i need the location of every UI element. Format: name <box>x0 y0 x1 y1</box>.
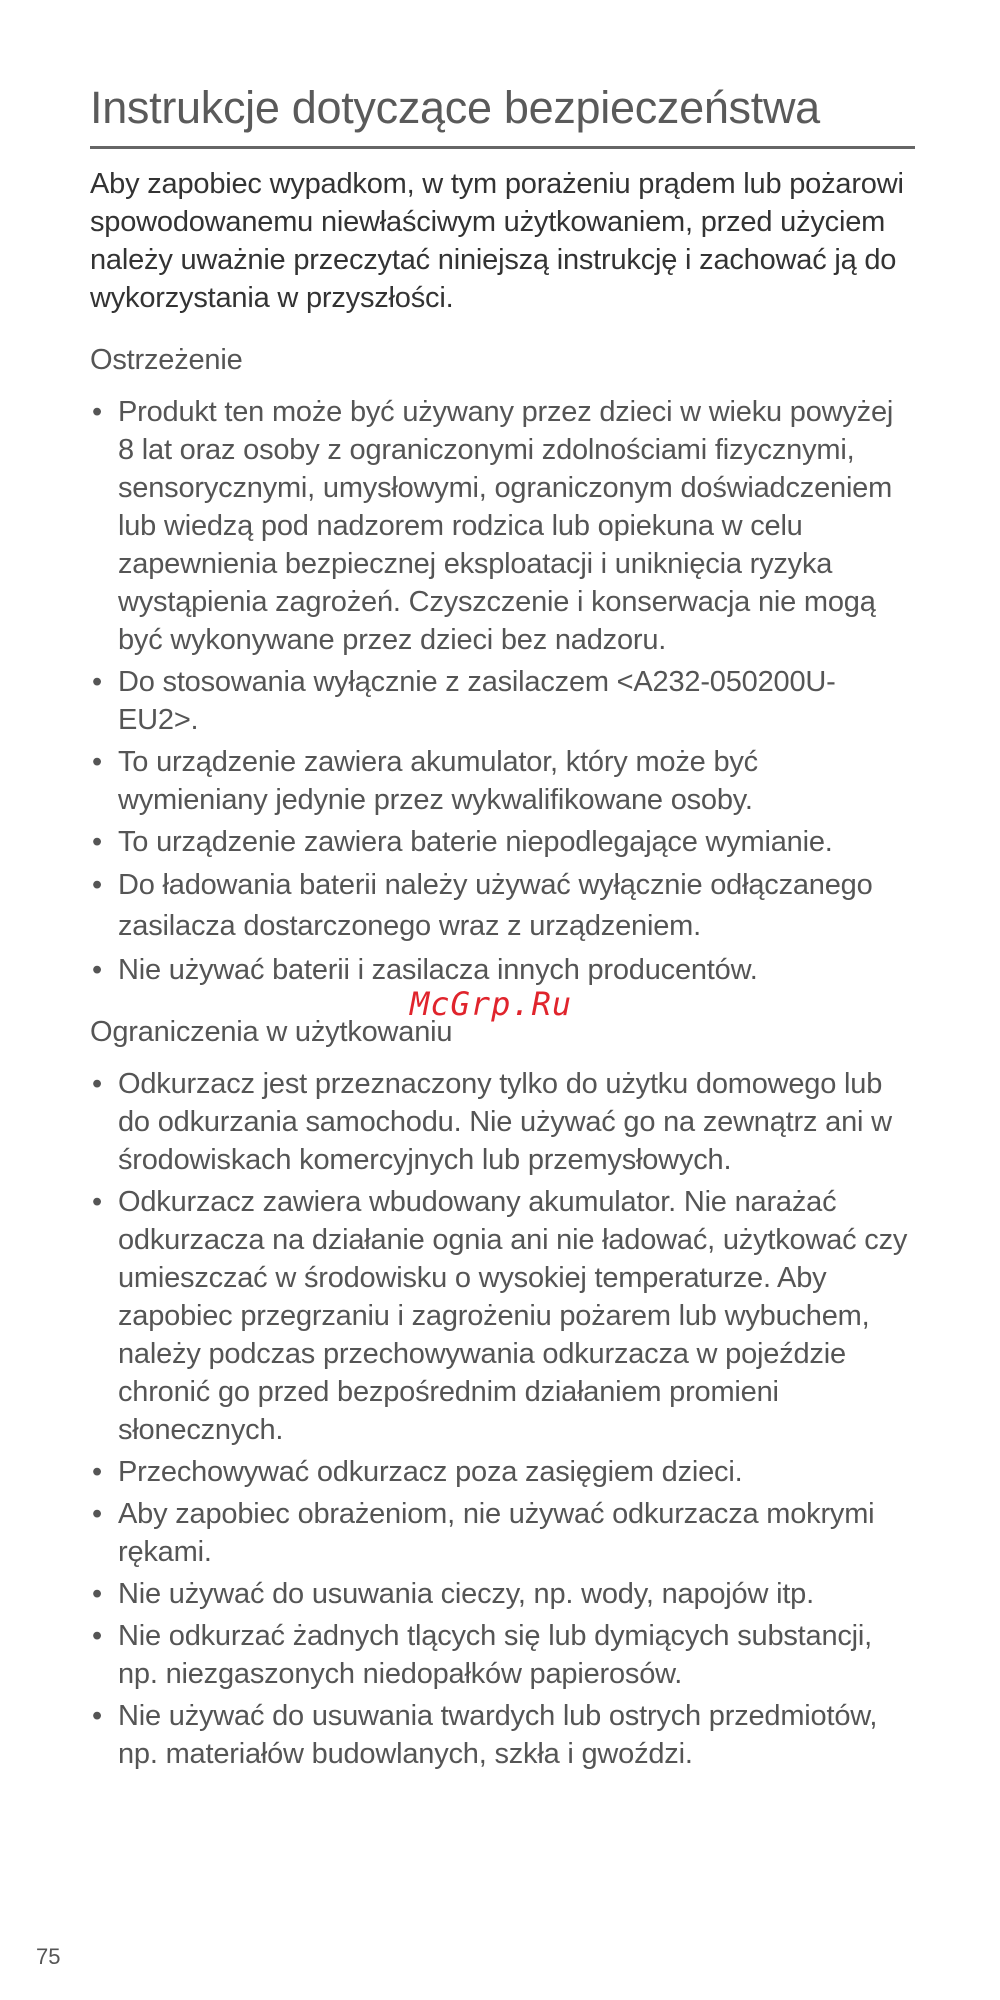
bullet-icon: • <box>92 1578 102 1610</box>
bullet-icon: • <box>92 1186 102 1218</box>
watermark: McGrp.Ru <box>410 985 573 1023</box>
bullet-icon: • <box>92 1456 102 1488</box>
bullet-icon: • <box>92 826 102 858</box>
list-item: • Nie odkurzać żadnych tlących się lub dymiących substancji, np. niezgaszonych niedopałków papierosów. <box>90 1617 915 1693</box>
list-item: • Nie używać do usuwania cieczy, np. wody, napojów itp. <box>90 1575 915 1613</box>
list-item: • Odkurzacz jest przeznaczony tylko do użytku domowego lub do odkurzania samochodu. Nie używać go na zewnątrz ani w środowiskach komercyjnych lub przemysłowych. <box>90 1065 915 1179</box>
limits-heading: Ograniczenia w użytkowaniu <box>90 1016 453 1048</box>
intro-paragraph: Aby zapobiec wypadkom, w tym porażeniu prądem lub pożarowi spowodowanemu niewłaściwym użytkowaniem, przed użyciem należy uważnie przeczytać niniejszą instrukcję i zachować ją do wykorzystania w przyszłości. <box>90 168 904 314</box>
warning-heading: Ostrzeżenie <box>90 344 243 376</box>
list-item: • Odkurzacz zawiera wbudowany akumulator. Nie narażać odkurzacza na działanie ognia ani nie ładować, użytkować czy umieszczać w środowisku o wysokiej temperaturze. Aby zapobiec przegrzaniu i zagrożeniu pożarem lub wybuchem, należy podczas przechowywania odkurzacza w pojeździe chronić go przed bezpośrednim działaniem promieni słonecznych. <box>90 1183 915 1449</box>
list-item: • Aby zapobiec obrażeniom, nie używać odkurzacza mokrymi rękami. <box>90 1495 915 1571</box>
list-item: • Do ładowania baterii należy używać wyłącznie odłączanego zasilacza dostarczonego wraz z urządzeniem. <box>90 865 915 947</box>
bullet-icon: • <box>92 396 102 428</box>
bullet-icon: • <box>92 869 102 901</box>
list-item: • To urządzenie zawiera baterie niepodlegające wymianie. <box>90 823 915 861</box>
bullet-icon: • <box>92 666 102 698</box>
bullet-icon: • <box>92 954 102 986</box>
page-number: 75 <box>36 1944 61 1969</box>
bullet-icon: • <box>92 1700 102 1732</box>
list-item: • Nie używać baterii i zasilacza innych producentów. <box>90 951 915 989</box>
bullet-icon: • <box>92 1068 102 1100</box>
bullet-icon: • <box>92 1620 102 1652</box>
bullet-icon: • <box>92 1498 102 1530</box>
limits-list <box>90 1065 915 1773</box>
document-page <box>90 82 915 1777</box>
bullet-icon: • <box>92 746 102 778</box>
list-item: • To urządzenie zawiera akumulator, który może być wymieniany jedynie przez wykwalifikowane osoby. <box>90 743 915 819</box>
list-item: • Nie używać do usuwania twardych lub ostrych przedmiotów, np. materiałów budowlanych, szkła i gwoździ. <box>90 1697 915 1773</box>
page-title: Instrukcje dotyczące bezpieczeństwa <box>90 82 915 149</box>
warning-list <box>90 393 915 989</box>
list-item: • Do stosowania wyłącznie z zasilaczem <A232-050200U-EU2>. <box>90 663 915 739</box>
list-item: • Przechowywać odkurzacz poza zasięgiem dzieci. <box>90 1453 915 1491</box>
list-item: • Produkt ten może być używany przez dzieci w wieku powyżej 8 lat oraz osoby z ograniczonymi zdolnościami fizycznymi, sensorycznymi, umysłowymi, ograniczonym doświadczeniem lub wiedzą pod nadzorem rodzica lub opiekuna w celu zapewnienia bezpiecznej eksploatacji i uniknięcia ryzyka wystąpienia zagrożeń. Czyszczenie i konserwacja nie mogą być wykonywane przez dzieci bez nadzoru. <box>90 393 915 659</box>
